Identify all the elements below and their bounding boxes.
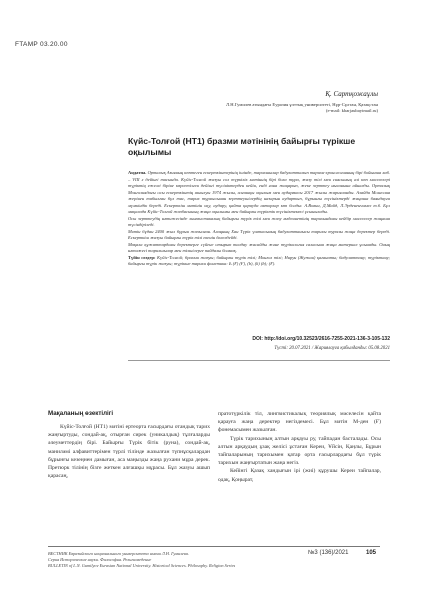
journal-info: [48, 551, 278, 569]
body-paragraph: Кейінгі Қазақ хандығын ірі (жиі) құрушы Кереи тайпалар, одақ, Қоңырат,: [218, 468, 381, 483]
author-name: Қ. Сартқожаұлы: [325, 90, 378, 98]
journal-line: Серия Исторические науки. Философия. Религиоведение: [48, 557, 152, 562]
body-column-right: [218, 410, 381, 484]
body-column-left: [48, 410, 210, 480]
abstract-para: [128, 170, 390, 216]
page-number: 105: [366, 550, 377, 556]
journal-line: ВЕСТНИК Евразийского национального университета имени Л.Н. Гумилева.: [48, 551, 189, 556]
footer-divider: [48, 546, 380, 547]
abstract-text: Осы зерттеудің нәтижесінде лингвистикалық байырғы түрік тілі мен жазу мәдениетінің тарихындағы кейбір мәселелер жаңаша түсіндіріледі.: [128, 215, 390, 227]
author-affiliation: [158, 102, 378, 114]
abstract-para: [128, 216, 390, 229]
issue-number: №3 (136)/2021: [308, 550, 349, 556]
abstract-text: Орталық Азияның көптеген ескерткіштерінің ішінде, тарихшылар бадулатталып тарихи-хронологияның бірі бойынша хаб. – VIII ғ дейінгі тасында. Күйіс-Толғой жазуы сол түркілік мәтіннің бірі бола тұра, жазу тілі мен сиясының әлі көп мәселелері түріктің ежелгі біріне көрсетілген дейінгі түсініктерден кейін, енді ғана жаңарып, жеке зерттеу нысанына айналды. Орталық Монголиядағы осы ескерткіштің ашылуы 1974 жылы, алғашқы оқылым мен аудармасы 2017 жылы жарияланды. Алайда Монголия жерінен табылған бұл тас, тарих тұрғысынан зерттеушілердің назарын аудартып, бұрынғы түсініктерді жаңаша баяндауға мүмкіндік береді. Ескерткіш мәтінін оқу, аудару, қайта қарауда авторлар көп болды: А.Вовин, Д.Майд, Л.Эрдененчимег т.б. Бұл мақалада Күйіс-Толғой жазбасының жаңа оқылымы мен байырғы түріктік түсініктемесі ұсынылады.: [128, 170, 390, 214]
keywords-para: [128, 255, 390, 268]
section-heading: Мақаланың өзектілігі: [48, 410, 114, 417]
journal-line: BULLETIN of L.N. Gumilyov Eurasian National University. Historical Sciences. Philosophy. Religion Series: [48, 563, 236, 568]
author-email: (e-mail: kbarjaubaytmail.ru): [325, 108, 378, 114]
title-line: оқылымы: [128, 147, 172, 157]
udc-code: FTAMP 03.20.00: [15, 41, 68, 48]
doi-link[interactable]: DOI: http://doi.org/10.32523/2616-7255-2021-136-3-105-132: [252, 336, 390, 342]
affiliation-line: Л.Н.Гумилев атындағы Еуразия ұлттық университеті, Нұр-Сұлтан, Қазақстан: [225, 102, 378, 107]
body-paragraph: Түрік тарихының алтын арқауы ру, тайпадан басталады. Осы алтын арқаудың ұзақ желісі ұстаған Кереи, Ұйсін, Қаңлы, Бұрын тайпаларының тарихымен қатар орта ғасырлардағы бұл түрік тарихын жаңғыртатын жаңа негіз.: [218, 435, 381, 467]
article-title: [128, 136, 388, 158]
abstract: [128, 170, 390, 268]
body-paragraph: Күйіс-Толғой (НТ1) мәтіні ертеорта ғасырдағы отандық тарих жаңғыртуды, сондай-ақ, отырған сирек (уникалдық) тұлғаларды әлеуметтердің бірі. Байырғы Түрік бітік (руна), сондай-ақ, маниләмі алфавиттерімен түрлі тілінде жазылған түпнұсқалардан бұрынғы кезеңнен дамыған, аса маңызды жаңа рухани мұра дерек. Претюрк тілінің бізге жеткен алғашқы мұрасы. Бұл жазуы ашып қарасаң,: [48, 424, 210, 480]
received-dates: Түсті: 20.07.2021 / Жариялауға қабылданды: 05.08.2021: [274, 346, 390, 351]
abstract-label: Аңдатпа.: [128, 170, 147, 175]
title-line: Күйс-Толғой (НТ1) бразми мәтінінің байырғы түрікше: [128, 136, 356, 146]
abstract-para: [128, 229, 390, 242]
keywords-label: Түйін сөздер:: [128, 254, 156, 260]
body-paragraph: пратотүркілік тіл, лингвистикалық теориялық мәселесін қайта қарауға жаңа деректер негіздемесі. Бұл мәтін М-ден (Ғ) фонемасымен жазылған.: [218, 411, 381, 434]
abstract-para: [128, 242, 390, 255]
abstract-text: Мәтін бұдан 2400 жыл бұрын жазылған. Алаңның Хан Түрік үштасының бадулаттанысы тарихы туралы жаңа деректер береді. Ескерткіш жазуы байырғы түрік тілі екенін дәлелдейді.: [128, 228, 390, 240]
keywords-text: Күйіс-Толғой; брахми жазуы; байырғы түрік тілі; Монғол тілі; Нирун (Жужан) қағанаты; бадулаттану; түріктану; байырғы түрік жазуы; түрікше тарихи фонетика: Ь (Ғ) (Ғ), (b), (k) (b); (Ғ).: [128, 254, 391, 266]
abstract-text: Мақала құжаттардағы деректерге сүйене отырып талдау жасайды және түрікология саласына жаңа материал ұсынады. Оның нәтижесі тарихшылар мен тілшілерге пайдалы болмақ.: [128, 241, 390, 253]
divider: [128, 360, 390, 361]
